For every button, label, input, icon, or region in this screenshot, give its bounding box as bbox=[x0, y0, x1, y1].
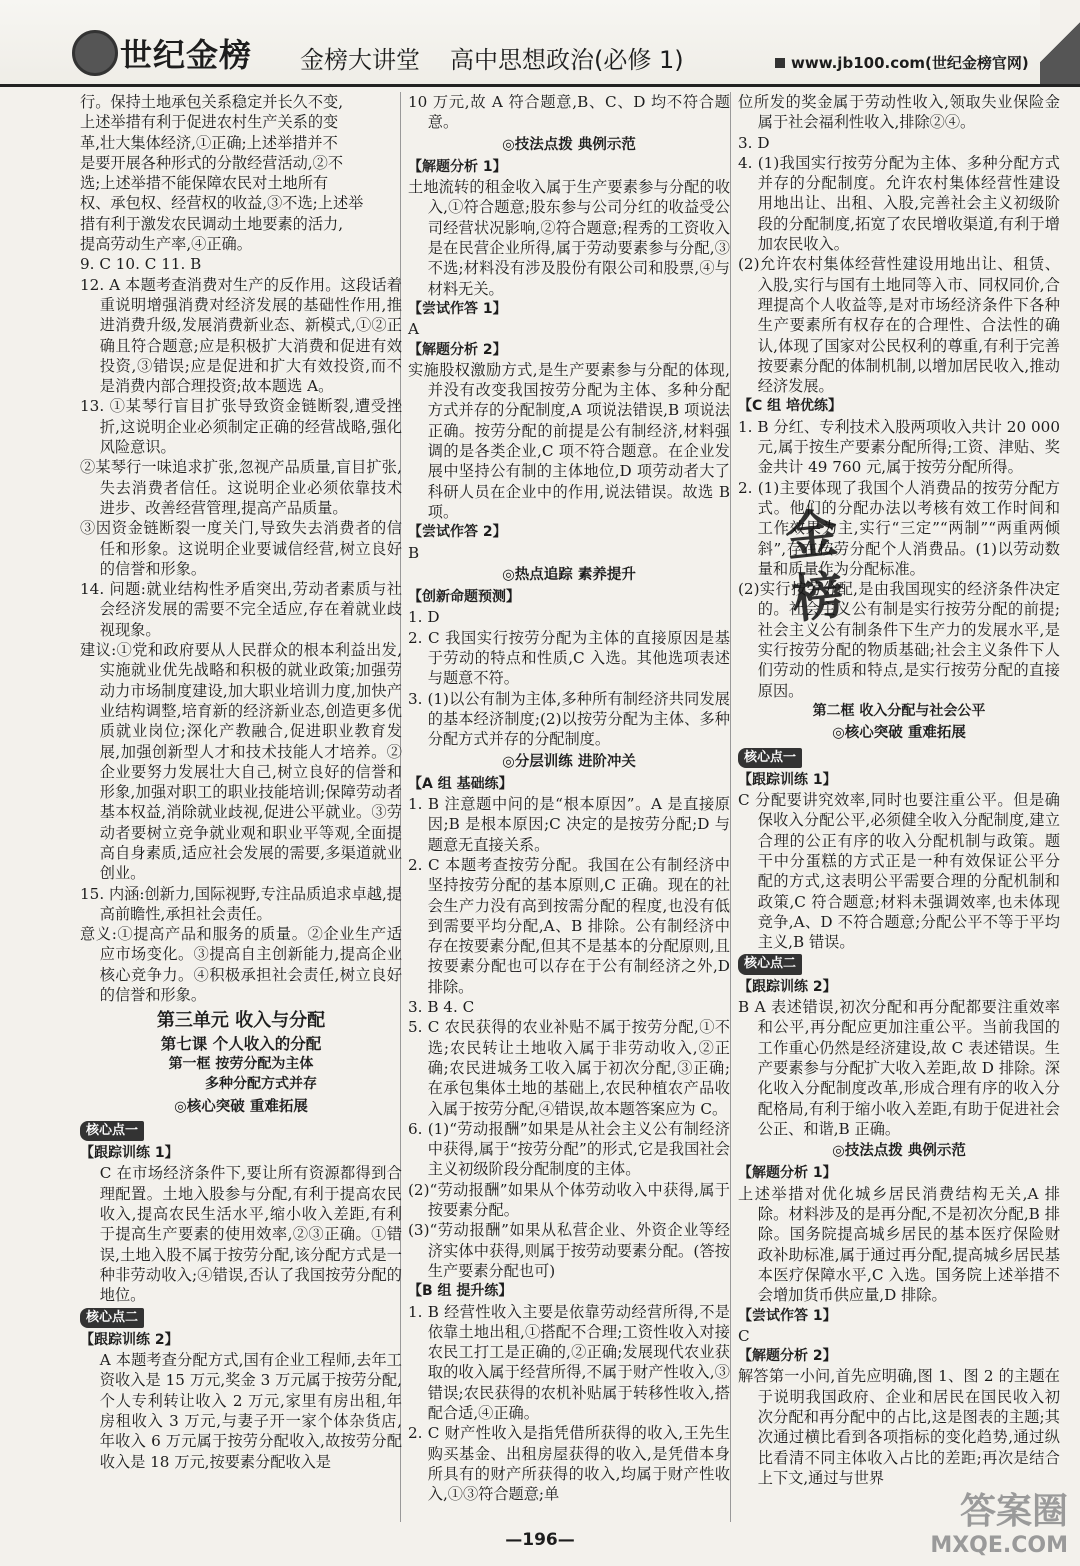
answer-paragraph: 位所发的奖金属于劳动性收入,领取失业保险金属于社会福利性收入,排除②④。 bbox=[738, 93, 1060, 132]
answer-paragraph: 上述举措对优化城乡居民消费结构无关,A 排除。材料涉及的是再分配,不是初次分配,B 排除。国务院提高城乡居民的基本医疗保险财政补助标准,属于通过再分配,提高城乡居民基本医疗保障水平,C 入选。国务院上述举措不会增加货币供应量,D 排除。 bbox=[738, 1184, 1060, 1305]
brand-logo-icon bbox=[72, 30, 118, 76]
website-label bbox=[775, 52, 1029, 73]
answer-paragraph: 3. D bbox=[738, 133, 770, 152]
core-point-badge-1: 核心点一 bbox=[80, 1121, 144, 1141]
c1-tail-0: 【跟踪训练 1】 bbox=[80, 1145, 179, 1162]
answer-paragraph: 提高劳动生产率,④正确。 bbox=[80, 235, 252, 254]
answer-paragraph: 6. (1)“劳动报酬”如果是从社会主义公有制经济中获得,属于“按劳分配”的形式,它是我国社会主义初级阶段分配制度的主体。 bbox=[408, 1119, 730, 1179]
answer-paragraph: 1. D bbox=[408, 608, 440, 627]
answer-paragraph: 1. B 经营性收入主要是依靠劳动经营所得,不是依靠土地出租,①搭配不合理;工资性收入对接农民工打工是正确的,②正确;发展现代农业获取的收入属于经营所得,不属于财产性收入,③错误;农民获得的农机补贴属于转移性收入,搭配合适,④正确。 bbox=[408, 1302, 730, 1422]
answer-paragraph: 12. A 本题考查消费对生产的反作用。这段话着重说明增强消费对经济发展的基础性作用,推进消费升级,发展消费新业态、新模式,①②正确且符合题意;应是积极扩大消费和促进有效投资,③错误;应是促进和扩大有效投资,而不是消费内部合理投资;故本题选 A。 bbox=[80, 275, 402, 396]
subsection-heading: 【C 组 培优练】 bbox=[738, 398, 843, 415]
answer-paragraph: 2. C 财产性收入是指凭借所获得的收入,王先生购买基金、出租房屋获得的收入,是凭借本身所具有的财产所获得的收入,均属于财产性收入,①③符合题意;单 bbox=[408, 1424, 730, 1504]
column-1-body bbox=[80, 92, 402, 1005]
answer-paragraph: 3. (1)以公有制为主体,多种所有制经济共同发展的基本经济制度;(2)以按劳分配为主体、多种分配方式并存的分配制度。 bbox=[408, 689, 730, 749]
section-heading: ◎核心突破 重难拓展 bbox=[832, 725, 966, 742]
unit-title: 第三单元 收入与分配 bbox=[156, 1010, 326, 1032]
answer-paragraph: (3)“劳动报酬”如果从私营企业、外资企业等经济实体中获得,则属于按劳动要素分配。(答按生产要素分配也可) bbox=[408, 1221, 730, 1280]
column-3-body bbox=[738, 92, 1060, 1488]
answer-paragraph: 4. (1)我国实行按劳分配为主体、多种分配方式并存的分配制度。允许农村集体经营性建设用地出让、出租、入股,完善社会主义初级阶段的分配制度,拓宽了农民增收渠道,有利于增加农民收入。 bbox=[738, 153, 1060, 254]
subsection-heading: 【解题分析 1】 bbox=[408, 158, 507, 175]
answer-paragraph: 5. C 农民获得的农业补贴不属于按劳分配,①不选;农民转让土地收入属于非劳动收入,②正确;农民进城务工收入属于初次分配,③正确;在承包集体土地的基础上,农民种植农产品收入属于按劳分配,④错误,故本题答案应为 C。 bbox=[408, 1018, 730, 1118]
answer-paragraph: 1. B 注意题中问的是“根本原因”。A 是直接原因;B 是根本原因;C 决定的是按劳分配;D 与题意无直接关系。 bbox=[408, 795, 730, 854]
section-heading-core: ◎核心突破 重难拓展 bbox=[174, 1098, 308, 1115]
column-1 bbox=[80, 92, 402, 1472]
answer-paragraph: B A 表述错误,初次分配和再分配都要注重效率和公平,再分配应更加注重公平。当前我国的工作重心仍然是经济建设,故 C 表述错误。生产要素参与分配扩大收入差距,故 D 排除。深化收入分配制度改革,形成合理有序的收入分配格局,有利于缩小收入差距,有助于促进社会公正、和谐,B 正确。 bbox=[738, 998, 1060, 1138]
answer-paragraph: 建议:①党和政府要从人民群众的根本利益出发,实施就业优先战略和积极的就业政策;加强劳动力市场制度建设,加大职业培训力度,加快产业结构调整,培育新的经济新业态,创造更多优质就业岗位;深化产教融合,促进职业教育发展,加强创新型人才和技术技能人才培养。②企业要努力发展壮大自己,树立良好的信誉和形象,加强对职工的职业技能培训;保障劳动者基本权益,消除就业歧视,促进公平就业。③劳动者要树立竞争就业观和职业平等观,全面提高自身素质,适应社会发展的需要,多渠道就业创业。 bbox=[80, 641, 402, 883]
answer-paragraph: (2)允许农村集体经营性建设用地出让、租赁、入股,实行与国有土地同等入市、同权同价,合理提高个人收益等,是对市场经济条件下各种生产要素所有权存在的合理性、合法性的确认,体现了国家对公民权利的尊重,有利于完善按要素分配的体制机制,以增加居民收入,推动经济发展。 bbox=[738, 255, 1060, 396]
subsection-heading: 【解题分析 2】 bbox=[408, 341, 507, 358]
c1-tail-3: A 本题考查分配方式,国有企业工程师,去年工资收入是 15 万元,奖金 3 万元属于按劳分配,个人专利转让收入 2 万元,家里有房出租,年房租收入 3 万元,与妻子开一家个体杂货店,年收入 6 万元属于按劳分配收入,故按劳分配收入是 18 万元,按要素分配收入是 bbox=[99, 1351, 402, 1471]
subsection-heading: 【尝试作答 1】 bbox=[738, 1307, 837, 1324]
column-2-body bbox=[408, 92, 730, 1504]
bullet-icon bbox=[775, 58, 785, 68]
answer-paragraph: 选;上述举措不能保障农民对土地所有 bbox=[80, 174, 329, 193]
page-curl bbox=[1040, 0, 1080, 84]
column-divider bbox=[730, 92, 731, 1522]
answer-paragraph: 10 万元,故 A 符合题意,B、C、D 均不符合题意。 bbox=[408, 93, 730, 132]
lesson-title: 第七课 个人收入的分配 bbox=[160, 1034, 322, 1053]
answer-paragraph: 2. C 我国实行按劳分配为主体的直接原因是基于劳动的特点和性质,C 入选。其他选项表述与题意不符。 bbox=[408, 628, 730, 688]
answer-paragraph: 意义:①提高产品和服务的质量。②企业生产适应市场变化。③提高自主创新能力,提高企业核心竞争力。④积极承担社会责任,树立良好的信誉和形象。 bbox=[80, 925, 402, 1005]
answer-paragraph: 权、承包权、经营权的收益,③不选;上述举 bbox=[80, 194, 364, 213]
answer-paragraph: 2. C 本题考查按劳分配。我国在公有制经济中坚持按劳分配的基本原则,C 正确。现在的社会生产力没有高到按需分配的程度,也没有低到需要平均分配,A、B 排除。公有制经济中存在按要素分配,但其不是基本的分配原则,且按要素分配也可以存在于公有制经济之外,D 排除。 bbox=[408, 855, 730, 996]
answer-paragraph: 革,壮大集体经济,①正确;上述举措并不 bbox=[80, 133, 338, 152]
website-url: www.jb100.com(世纪金榜官网) bbox=[791, 54, 1029, 72]
subsection-heading: 【跟踪训练 1】 bbox=[738, 771, 837, 788]
c1-tail-2: 【跟踪训练 2】 bbox=[80, 1331, 179, 1348]
series-name: 金榜大讲堂 bbox=[300, 46, 420, 74]
answer-paragraph: A bbox=[408, 320, 419, 339]
answer-paragraph: ②某琴行一味追求扩张,忽视产品质量,盲目扩张,失去消费者信任。这说明企业必须依靠技术进步、改善经营管理,提高产品质量。 bbox=[80, 458, 402, 517]
section-heading: ◎技法点拨 典例示范 bbox=[832, 1143, 966, 1160]
answer-paragraph: 是要开展各种形式的分散经营活动,②不 bbox=[80, 153, 344, 172]
page-header bbox=[0, 0, 1080, 87]
column-2 bbox=[408, 92, 730, 1504]
c1-tail-1: C 在市场经济条件下,要让所有资源都得到合理配置。土地入股参与分配,有利于提高农民收入,提高农民生活水平,缩小收入差距,有利于提高生产要素的使用效率,②③正确。①错误,土地入股不属于按劳分配,该分配方式是一种非劳动收入;④错误,否认了我国按劳分配的地位。 bbox=[99, 1164, 402, 1305]
subsection-heading: 【尝试作答 2】 bbox=[408, 524, 507, 541]
frame-title-2: 多种分配方式并存 bbox=[205, 1076, 317, 1093]
frame-title-1: 第一框 按劳分配为主体 bbox=[168, 1055, 314, 1072]
watermark bbox=[930, 1491, 1068, 1563]
subsection-heading: 【A 组 基础练】 bbox=[408, 775, 513, 792]
frame-title: 第二框 收入分配与社会公平 bbox=[812, 702, 986, 719]
answer-paragraph: B bbox=[408, 543, 420, 562]
answer-paragraph: C 分配要讲究效率,同时也要注重公平。但是确保收入分配公平,必须健全收入分配制度,建立合理的公正有序的收入分配机制与政策。题干中分蛋糕的方式正是一种有效保证公平分配的方式,这表明公平需要合理的分配机制和政策,C 符合题意;材料未强调效率,也未体现竞争,A、D 不符合题意;分配公平不等于平均主义,B 错误。 bbox=[738, 791, 1060, 952]
answer-paragraph: 2. (1)主要体现了我国个人消费品的按劳分配方式。他们的分配办法以考核有效工作时间和工作效果为主,实行“三定”“两制”“两重两倾斜”,存在按劳分配个人消费品。(1)以劳动数量和质量作为分配标准。 bbox=[738, 478, 1060, 578]
answer-paragraph: 行。保持土地承包关系稳定并长久不变, bbox=[80, 93, 344, 111]
answer-paragraph: 9. C 10. C 11. B bbox=[80, 255, 202, 274]
subsection-heading: 【创新命题预测】 bbox=[408, 589, 520, 606]
core-point-badge: 核心点二 bbox=[738, 954, 802, 974]
answer-paragraph: 上述举措有利于促进农村生产关系的变 bbox=[80, 113, 339, 132]
watermark-sub: MXQE.COM bbox=[930, 1533, 1068, 1558]
brand-name: 世纪金榜 bbox=[120, 36, 253, 74]
answer-paragraph: 13. ①某琴行盲目扩张导致资金链断裂,遭受挫折,这说明企业必须制定正确的经营战略,强化风险意识。 bbox=[80, 397, 402, 457]
core-point-badge: 核心点一 bbox=[738, 748, 802, 768]
answer-paragraph: 实施股权激励方式,是生产要素参与分配的体现,并没有改变我国按劳分配为主体、多种分配方式并存的分配制度,A 项说法错误,B 项说法正确。按劳分配的前提是公有制经济,材料强调的是各类企业,C 项不符合题意。在企业发展中坚持公有制的主体地位,D 项劳动者大了科研人员在企业中的作用,说法错误。故选 B 项。 bbox=[408, 360, 730, 521]
answer-paragraph: C bbox=[738, 1326, 750, 1345]
section-heading: ◎技法点拨 典例示范 bbox=[502, 136, 636, 153]
answer-paragraph: (2)“劳动报酬”如果从个体劳动收入中获得,属于按要素分配。 bbox=[408, 1180, 730, 1220]
watermark-main: 答案圈 bbox=[959, 1491, 1068, 1532]
subsection-heading: 【解题分析 1】 bbox=[738, 1165, 837, 1182]
answer-paragraph: 15. 内涵:创新力,国际视野,专注品质追求卓越,提高前瞻性,承担社会责任。 bbox=[80, 884, 402, 923]
section-heading: ◎分层训练 进阶冲关 bbox=[502, 753, 636, 770]
answer-paragraph: 土地流转的租金收入属于生产要素参与分配的收入,①符合题意;股东参与公司分红的收益受公司经营状况影响,②符合题意;程秀的工资收入是在民营企业所得,属于劳动要素参与分配,③不选;材料没有涉及股份有限公司和股票,④与材料无关。 bbox=[408, 178, 730, 298]
section-heading: ◎热点追踪 素养提升 bbox=[502, 566, 636, 583]
answer-paragraph: 1. B 分红、专利技术入股两项收入共计 20 000 元,属于按生产要素分配所得;工资、津贴、奖金共计 49 760 元,属于按劳分配所得。 bbox=[738, 417, 1060, 477]
core-point-badge-2: 核心点二 bbox=[80, 1308, 144, 1328]
answer-paragraph: ③因资金链断裂一度关门,导致失去消费者的信任和形象。这说明企业要诚信经营,树立良好的信誉和形象。 bbox=[80, 519, 402, 578]
handwritten-signature: 金 榜 bbox=[782, 502, 848, 631]
book-title: 高中思想政治(必修 1) bbox=[450, 46, 684, 74]
answer-paragraph: 措有利于激发农民调动土地要素的活力, bbox=[80, 214, 344, 233]
subsection-heading: 【解题分析 2】 bbox=[738, 1348, 837, 1365]
subsection-heading: 【尝试作答 1】 bbox=[408, 300, 507, 317]
answer-paragraph: 解答第一小问,首先应明确,图 1、图 2 的主题在于说明我国政府、企业和居民在国民收入初次分配和再分配中的占比,这是图表的主题;其次通过横比看到各项指标的变化趋势,通过纵比看清不同主体收入占比的差距;再次是结合上下文,通过与世界 bbox=[738, 1367, 1060, 1487]
column-3 bbox=[738, 92, 1060, 1488]
answer-paragraph: (2)实行按劳分配,是由我国现实的经济条件决定的。社会主义公有制是实行按劳分配的前提;社会主义公有制条件下生产力的发展水平,是实行按劳分配的物质基础;社会主义条件下人们劳动的性质和特点,是实行按劳分配的直接原因。 bbox=[738, 580, 1060, 700]
series-title bbox=[300, 40, 684, 75]
answer-paragraph: 14. 问题:就业结构性矛盾突出,劳动者素质与社会经济发展的需要不完全适应,存在着就业歧视现象。 bbox=[80, 580, 402, 639]
page-number: —196— bbox=[505, 1530, 575, 1550]
subsection-heading: 【B 组 提升练】 bbox=[408, 1283, 513, 1300]
answer-paragraph: 3. B 4. C bbox=[408, 998, 475, 1017]
subsection-heading: 【跟踪训练 2】 bbox=[738, 978, 837, 995]
